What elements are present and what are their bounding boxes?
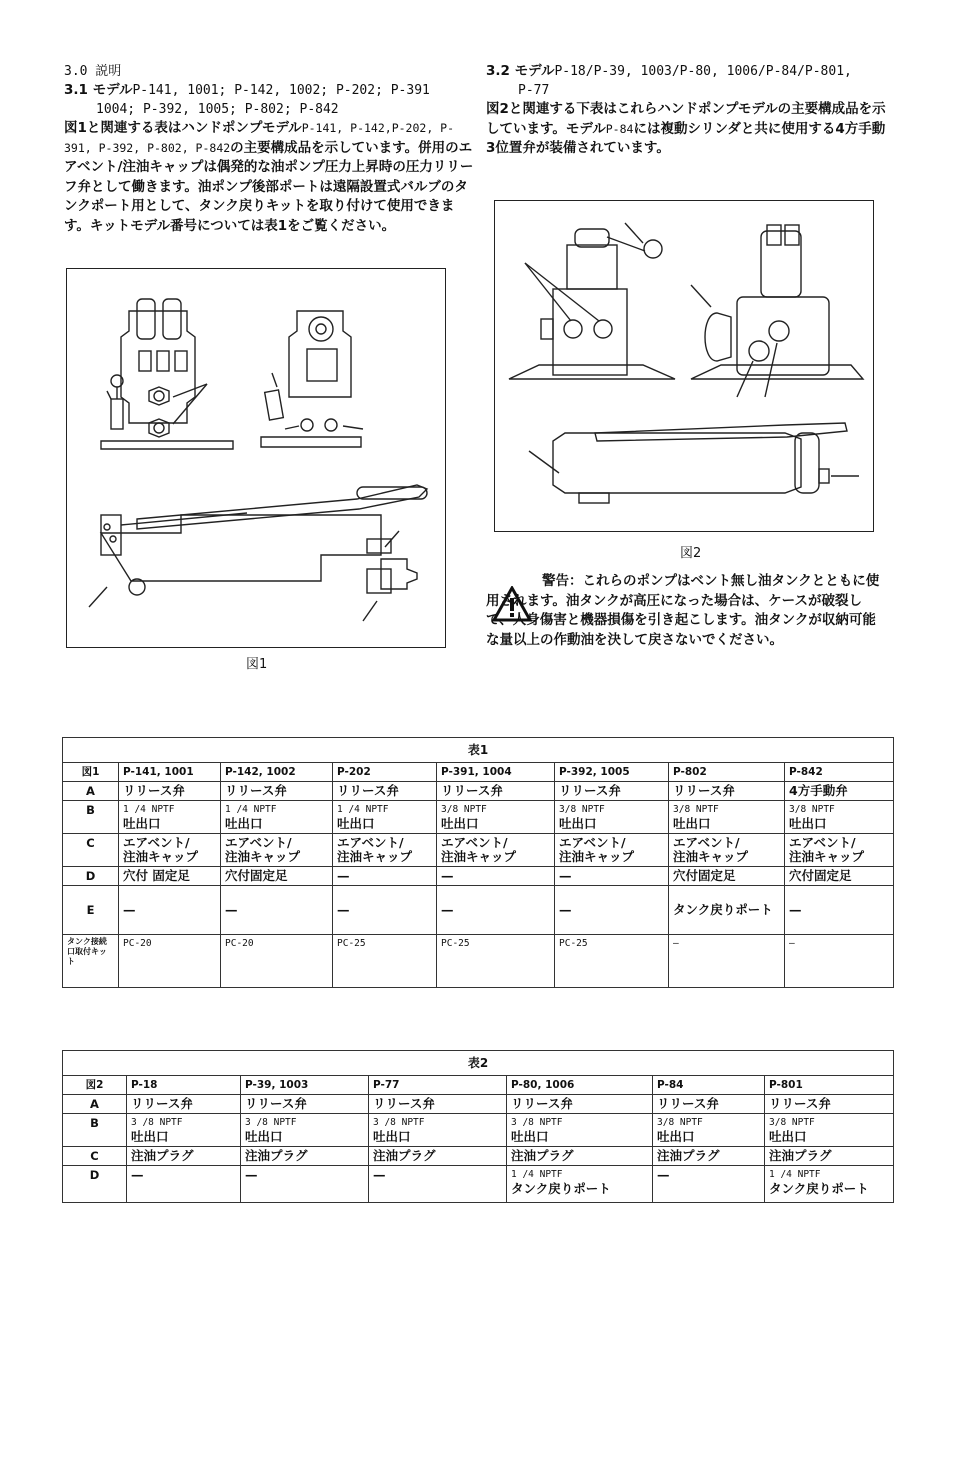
row-label: C xyxy=(63,834,119,867)
cell-line: 吐出口 xyxy=(373,1129,411,1144)
table-cell xyxy=(127,1114,241,1147)
row-label: A xyxy=(63,782,119,801)
table-cell: リリース弁 xyxy=(653,1095,765,1114)
table-cell: 注油プラグ xyxy=(507,1147,653,1166)
kit-value: — xyxy=(673,938,679,949)
table-cell: — xyxy=(653,1166,765,1203)
table-1-header: P-391, 1004 xyxy=(437,763,555,782)
left-column xyxy=(64,62,474,236)
row-label: C xyxy=(63,1147,127,1166)
table-row xyxy=(63,886,894,935)
table-cell: — xyxy=(119,886,221,935)
table-cell xyxy=(437,801,555,834)
cell-line: 3 /8 NPTF xyxy=(131,1117,183,1128)
para1-b: P-141, P-142, xyxy=(301,121,392,135)
para2-c: には複動シリンダと共に使用する4方手動3位置弁が装備されています。 xyxy=(486,120,886,156)
table-2 xyxy=(62,1050,894,1203)
table-2-caption: 表2 xyxy=(63,1051,894,1076)
para1-c: P-202, P-391, P-392, P-802, P-842 xyxy=(64,121,455,155)
table-cell: 注油プラグ xyxy=(127,1147,241,1166)
para1-a: 図1と関連する表はハンドポンプモデル xyxy=(64,120,302,136)
cell-line: 3 /8 NPTF xyxy=(245,1117,297,1128)
cell-line: 3/8 NPTF xyxy=(559,804,605,815)
row-label xyxy=(63,935,119,988)
cell-line: 吐出口 xyxy=(337,816,375,831)
kit-value: PC-25 xyxy=(441,938,470,949)
table-row xyxy=(63,834,894,867)
table-cell xyxy=(765,1166,894,1203)
subsection-title-3-2 xyxy=(486,62,886,81)
kit-label: タンク接続口取付キット xyxy=(67,937,107,966)
table-cell: — xyxy=(437,886,555,935)
table-cell: リリース弁 xyxy=(555,782,669,801)
subsection2-models-cont: P-77 xyxy=(518,83,550,98)
table-cell: リリース弁 xyxy=(507,1095,653,1114)
table-cell xyxy=(653,1114,765,1147)
table-1-corner: 図1 xyxy=(63,763,119,782)
table-1-header: P-202 xyxy=(333,763,437,782)
table-cell: — xyxy=(369,1166,507,1203)
cell-line: 注油キャップ xyxy=(441,849,517,864)
table-row xyxy=(63,867,894,886)
cell-line: 吐出口 xyxy=(123,816,161,831)
table-cell xyxy=(333,935,437,988)
subsection-models: P-141, 1001; P-142, 1002; P-202; P-391 xyxy=(132,83,430,98)
table-cell xyxy=(241,1114,369,1147)
table-cell: — xyxy=(333,886,437,935)
right-column xyxy=(486,62,886,159)
subsection-prefix: 3.1 モデル xyxy=(64,82,133,98)
table-cell xyxy=(555,935,669,988)
kit-value: PC-25 xyxy=(337,938,366,949)
subsection-title-3-1-cont xyxy=(64,100,474,119)
cell-line: 注油キャップ xyxy=(789,849,865,864)
table-cell: 穴付固定足 xyxy=(221,867,333,886)
table-2-corner: 図2 xyxy=(63,1076,127,1095)
table-1-header: P-842 xyxy=(785,763,894,782)
table-cell: — xyxy=(555,886,669,935)
kit-value: PC-25 xyxy=(559,938,588,949)
table-cell xyxy=(119,801,221,834)
cell-line: エアベント/ xyxy=(673,835,740,850)
table-cell: タンク戻りポート xyxy=(669,886,785,935)
kit-value: PC-20 xyxy=(123,938,152,949)
table-row xyxy=(63,1147,894,1166)
table-cell xyxy=(669,935,785,988)
table-cell: 注油プラグ xyxy=(369,1147,507,1166)
table-1-caption: 表1 xyxy=(63,738,894,763)
kit-value: — xyxy=(789,938,795,949)
cell-line: 3/8 NPTF xyxy=(657,1117,703,1128)
table-cell xyxy=(221,834,333,867)
warning-text xyxy=(486,572,886,650)
table-row xyxy=(63,782,894,801)
table-cell xyxy=(669,834,785,867)
table-cell xyxy=(507,1166,653,1203)
table-row xyxy=(63,1166,894,1203)
table-cell: 穴付 固定足 xyxy=(119,867,221,886)
cell-line: 3 /8 NPTF xyxy=(511,1117,563,1128)
warning-message: 警告：これらのポンプはベント無し油タンクとともに使用されます。油タンクが高圧になった場合は、ケースが破裂して、人身傷害と機器損傷を引き起こします。油タンクが収納可能な量以上の作動油を決して戻さないでください。 xyxy=(486,573,880,648)
cell-line: 3/8 NPTF xyxy=(441,804,487,815)
table-cell: リリース弁 xyxy=(221,782,333,801)
table-2-header: P-77 xyxy=(369,1076,507,1095)
cell-line: 3/8 NPTF xyxy=(769,1117,815,1128)
table-cell: — xyxy=(241,1166,369,1203)
cell-line: 吐出口 xyxy=(441,816,479,831)
cell-line: 注油キャップ xyxy=(559,849,635,864)
cell-line: 吐出口 xyxy=(131,1129,169,1144)
table-cell: リリース弁 xyxy=(765,1095,894,1114)
cell-line: 3 /8 NPTF xyxy=(373,1117,425,1128)
cell-line: 吐出口 xyxy=(657,1129,695,1144)
table-cell xyxy=(369,1114,507,1147)
cell-line: 吐出口 xyxy=(673,816,711,831)
cell-line: 1 /4 NPTF xyxy=(337,804,389,815)
cell-line: エアベント/ xyxy=(441,835,508,850)
table-1 xyxy=(62,737,894,988)
table-cell: — xyxy=(333,867,437,886)
table-row xyxy=(63,1095,894,1114)
description-paragraph-2 xyxy=(486,100,886,159)
cell-line: 1 /4 NPTF xyxy=(511,1169,563,1180)
subsection2-models: P-18/P-39, 1003/P-80, 1006/P-84/P-801, xyxy=(554,64,852,79)
table-cell: — xyxy=(221,886,333,935)
table-cell: — xyxy=(127,1166,241,1203)
table-cell: 注油プラグ xyxy=(765,1147,894,1166)
table-1-header: P-392, 1005 xyxy=(555,763,669,782)
cell-line: 注油キャップ xyxy=(123,849,199,864)
table-cell xyxy=(437,935,555,988)
cell-line: タンク戻りポート xyxy=(769,1181,869,1196)
table-2-header: P-801 xyxy=(765,1076,894,1095)
table-cell: 穴付固定足 xyxy=(785,867,894,886)
figure-1-caption: 図1 xyxy=(246,657,268,672)
para2-a: 図2と関連する下表はこれらハンドポンプモデルの主要構成品を示しています。モデル xyxy=(486,101,886,137)
table-cell: 注油プラグ xyxy=(653,1147,765,1166)
figure-2-drawing xyxy=(495,201,873,531)
cell-line: エアベント/ xyxy=(789,835,856,850)
table-1-header: P-141, 1001 xyxy=(119,763,221,782)
cell-line: 3/8 NPTF xyxy=(673,804,719,815)
table-cell: 穴付固定足 xyxy=(669,867,785,886)
table-cell: リリース弁 xyxy=(369,1095,507,1114)
table-1-header: P-802 xyxy=(669,763,785,782)
table-row xyxy=(63,1114,894,1147)
cell-line: 1 /4 NPTF xyxy=(769,1169,821,1180)
table-cell xyxy=(785,834,894,867)
table-cell xyxy=(785,935,894,988)
cell-line: 注油キャップ xyxy=(225,849,301,864)
cell-line: 吐出口 xyxy=(559,816,597,831)
table-cell xyxy=(507,1114,653,1147)
table-cell: 4方手動弁 xyxy=(785,782,894,801)
cell-line: 吐出口 xyxy=(769,1129,807,1144)
cell-line: 注油キャップ xyxy=(673,849,749,864)
kit-value: PC-20 xyxy=(225,938,254,949)
row-label: B xyxy=(63,801,119,834)
row-label: B xyxy=(63,1114,127,1147)
cell-line: 3/8 NPTF xyxy=(789,804,835,815)
table-cell xyxy=(221,801,333,834)
table-cell: — xyxy=(555,867,669,886)
table-cell xyxy=(765,1114,894,1147)
para2-b: P-84 xyxy=(605,121,634,136)
table-2-header: P-39, 1003 xyxy=(241,1076,369,1095)
table-cell xyxy=(555,834,669,867)
table-cell xyxy=(333,834,437,867)
table-cell: — xyxy=(785,886,894,935)
table-2-header-row xyxy=(63,1076,894,1095)
table-cell: リリース弁 xyxy=(119,782,221,801)
cell-line: 吐出口 xyxy=(245,1129,283,1144)
subsection-title-3-2-cont xyxy=(486,81,886,100)
table-cell: リリース弁 xyxy=(127,1095,241,1114)
table-cell: — xyxy=(437,867,555,886)
subsection-models-cont: 1004; P-392, 1005; P-802; P-842 xyxy=(96,102,339,117)
description-paragraph-1 xyxy=(64,119,474,236)
cell-line: 1 /4 NPTF xyxy=(123,804,175,815)
cell-line: 1 /4 NPTF xyxy=(225,804,277,815)
figure-2 xyxy=(494,200,874,532)
table-1-header: P-142, 1002 xyxy=(221,763,333,782)
subsection-title-3-1 xyxy=(64,81,474,100)
table-row xyxy=(63,801,894,834)
cell-line: エアベント/ xyxy=(123,835,190,850)
table-cell xyxy=(221,935,333,988)
cell-line: タンク戻りポート xyxy=(511,1181,611,1196)
para1-d: の主要構成品を示しています。併用のエアベント/注油キャップは偶発的な油ポンプ圧力上昇時の圧力リリーフ弁として働きます。油ポンプ後部ポートは遠隔設置式バルブのタンクポート用として、タンク戻りキットを取り付けて使用できます。キットモデル番号については表1をご覧ください。 xyxy=(64,139,474,234)
figure-1-drawing xyxy=(67,269,445,647)
section-title: 3.0 説明 xyxy=(64,64,122,79)
table-cell: リリース弁 xyxy=(333,782,437,801)
table-row xyxy=(63,935,894,988)
table-cell xyxy=(119,935,221,988)
cell-line: エアベント/ xyxy=(337,835,404,850)
table-cell xyxy=(669,801,785,834)
table-1-header-row xyxy=(63,763,894,782)
figure-1 xyxy=(66,268,446,648)
table-2-header: P-84 xyxy=(653,1076,765,1095)
row-label: D xyxy=(63,867,119,886)
table-cell: リリース弁 xyxy=(437,782,555,801)
table-cell: 注油プラグ xyxy=(241,1147,369,1166)
table-cell xyxy=(785,801,894,834)
cell-line: 吐出口 xyxy=(225,816,263,831)
table-2-header: P-80, 1006 xyxy=(507,1076,653,1095)
table-cell: リリース弁 xyxy=(669,782,785,801)
table-2-header: P-18 xyxy=(127,1076,241,1095)
table-cell: リリース弁 xyxy=(241,1095,369,1114)
cell-line: 注油キャップ xyxy=(337,849,413,864)
row-label: D xyxy=(63,1166,127,1203)
table-cell xyxy=(333,801,437,834)
table-cell xyxy=(555,801,669,834)
table-cell xyxy=(119,834,221,867)
figure-2-caption: 図2 xyxy=(680,546,702,561)
cell-line: 吐出口 xyxy=(511,1129,549,1144)
table-cell xyxy=(437,834,555,867)
cell-line: 吐出口 xyxy=(789,816,827,831)
subsection2-prefix: 3.2 モデル xyxy=(486,63,555,79)
row-label: E xyxy=(63,886,119,935)
cell-line: エアベント/ xyxy=(559,835,626,850)
row-label: A xyxy=(63,1095,127,1114)
cell-line: エアベント/ xyxy=(225,835,292,850)
